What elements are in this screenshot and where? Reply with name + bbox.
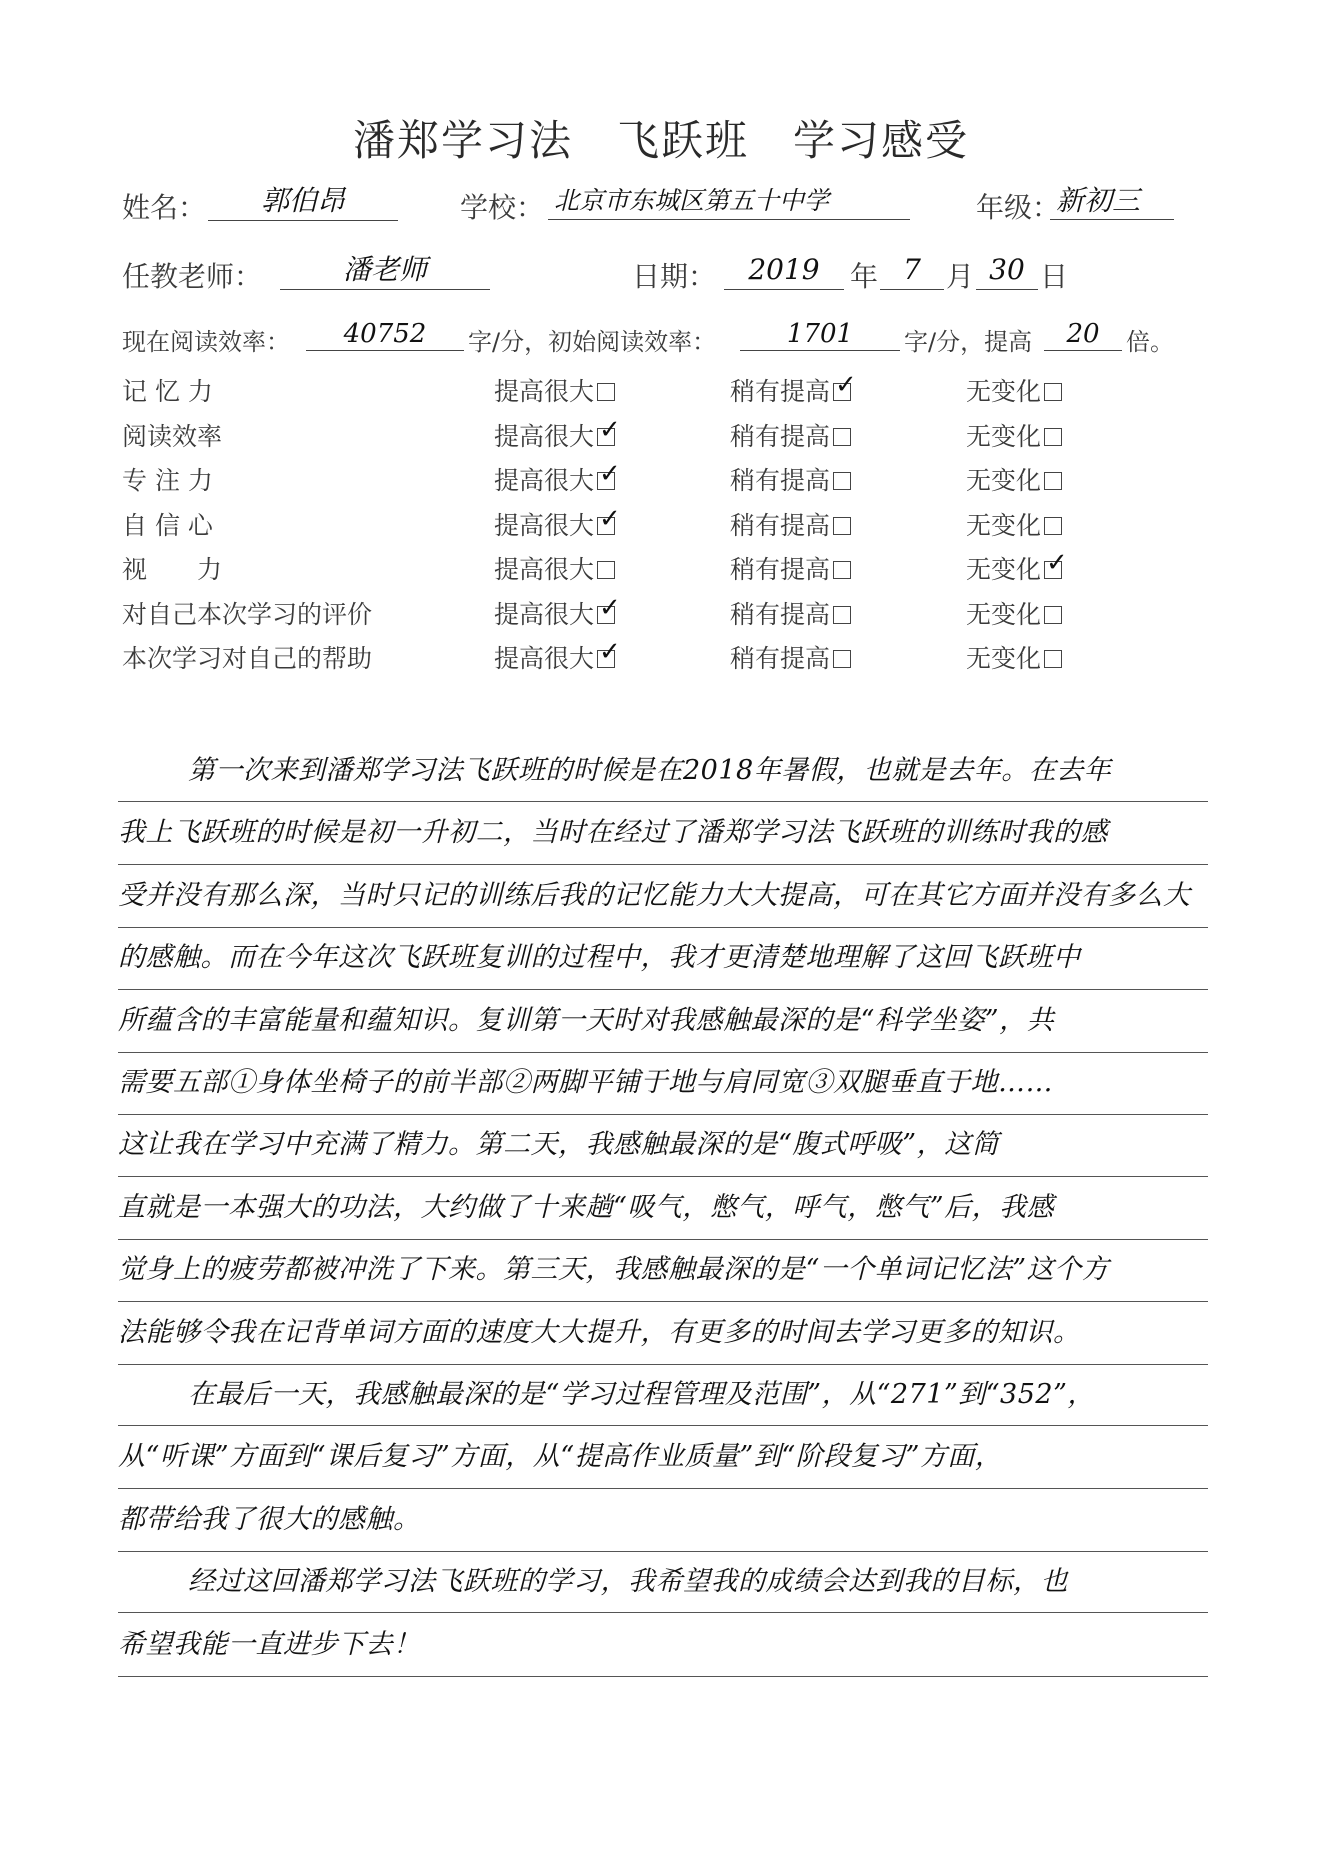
- name-field[interactable]: 郭伯昂: [208, 182, 398, 221]
- school-field[interactable]: 北京市东城区第五十中学: [548, 182, 910, 220]
- checkbox[interactable]: [833, 650, 851, 668]
- evaluation-option[interactable]: [966, 461, 1062, 497]
- evaluation-option[interactable]: [494, 550, 615, 586]
- checkbox[interactable]: [833, 606, 851, 624]
- option-label: 无变化: [966, 466, 1042, 495]
- essay-line: 所蕴含的丰富能量和蕴知识。复训第一天时对我感触最深的是“科学坐姿”，共: [118, 990, 1208, 1053]
- checked-checkbox[interactable]: [1044, 561, 1062, 579]
- evaluation-option[interactable]: [494, 506, 615, 542]
- efficiency-unit-1: 字/分，初始阅读效率：: [468, 328, 717, 356]
- option-label: 无变化: [966, 510, 1042, 540]
- option-label: 无变化: [966, 599, 1042, 629]
- evaluation-option[interactable]: [966, 639, 1062, 675]
- evaluation-option[interactable]: [966, 595, 1062, 631]
- option-label: 提高很大: [494, 599, 595, 629]
- option-label: 无变化: [966, 421, 1042, 451]
- essay-line: 法能够令我在记背单词方面的速度大大提升，有更多的时间去学习更多的知识。: [118, 1302, 1208, 1365]
- essay-line: 直就是一本强大的功法，大约做了十来趟“吸气，憋气，呼气，憋气”后，我感: [118, 1177, 1208, 1240]
- essay-line: 这让我在学习中充满了精力。第二天，我感触最深的是“腹式呼吸”，这简: [118, 1114, 1208, 1177]
- evaluation-option[interactable]: [966, 372, 1062, 408]
- current-efficiency-field[interactable]: 40752: [306, 318, 464, 351]
- month-label: 月: [946, 260, 975, 293]
- evaluation-label: 对自己本次学习的评价: [122, 599, 373, 629]
- name-label: 姓名：: [122, 191, 207, 224]
- option-label: 稍有提高: [730, 421, 831, 451]
- date-day-field[interactable]: 30: [976, 251, 1038, 290]
- essay-line: 第一次来到潘郑学习法飞跃班的时候是在2018年暑假，也就是去年。在去年: [118, 740, 1208, 802]
- essay-line: 需要五部①身体坐椅子的前半部②两脚平铺于地与肩同宽③双腿垂直于地……: [118, 1052, 1208, 1115]
- essay-line: 在最后一天，我感触最深的是“学习过程管理及范围”，从“271”到“352”，: [118, 1364, 1208, 1426]
- evaluation-label: 阅读效率: [122, 421, 223, 451]
- date-label: 日期：: [632, 260, 717, 293]
- efficiency-unit-2: 字/分，提高: [904, 328, 1033, 356]
- checkbox[interactable]: [833, 472, 851, 490]
- checkbox[interactable]: [1044, 606, 1062, 624]
- evaluation-option[interactable]: [730, 639, 851, 675]
- option-label: 稍有提高: [730, 510, 831, 540]
- evaluation-option[interactable]: [966, 550, 1062, 586]
- day-label: 日: [1040, 260, 1069, 293]
- checkbox[interactable]: [597, 561, 615, 579]
- option-label: 稍有提高: [730, 466, 831, 495]
- option-label: 提高很大: [494, 555, 595, 584]
- checkbox[interactable]: [1044, 472, 1062, 490]
- grade-field[interactable]: 新初三: [1050, 182, 1174, 220]
- evaluation-option[interactable]: [730, 595, 851, 631]
- evaluation-option[interactable]: [730, 550, 851, 586]
- option-label: 无变化: [966, 555, 1042, 584]
- date-year-field[interactable]: 2019: [724, 251, 844, 290]
- evaluation-option[interactable]: [494, 417, 615, 453]
- title-part-3: 学习感受: [793, 116, 970, 165]
- teacher-label: 任教老师：: [122, 260, 263, 293]
- grade-label: 年级：: [976, 191, 1061, 224]
- checked-checkbox[interactable]: [597, 428, 615, 446]
- times-label: 倍。: [1126, 328, 1174, 356]
- essay-line: 的感触。而在今年这次飞跃班复训的过程中，我才更清楚地理解了这回飞跃班中: [118, 927, 1208, 990]
- page-title: [0, 108, 1322, 168]
- evaluation-option[interactable]: [966, 506, 1062, 542]
- checkbox[interactable]: [1044, 428, 1062, 446]
- option-label: 稍有提高: [730, 555, 831, 584]
- option-label: 提高很大: [494, 644, 595, 673]
- checkbox[interactable]: [1044, 517, 1062, 535]
- evaluation-option[interactable]: [730, 417, 851, 453]
- evaluation-option[interactable]: [494, 372, 615, 408]
- option-label: 提高很大: [494, 510, 595, 540]
- essay-line: 我上飞跃班的时候是初一升初二，当时在经过了潘郑学习法飞跃班的训练时我的感: [118, 802, 1208, 865]
- option-label: 稍有提高: [730, 599, 831, 629]
- date-month-field[interactable]: 7: [880, 251, 944, 290]
- title-part-1: 潘郑学习法: [352, 116, 573, 165]
- checked-checkbox[interactable]: [597, 650, 615, 668]
- evaluation-option[interactable]: [494, 461, 615, 497]
- evaluation-option[interactable]: [966, 417, 1062, 453]
- evaluation-option[interactable]: [730, 506, 851, 542]
- essay-line: 受并没有那么深，当时只记的训练后我的记忆能力大大提高，可在其它方面并没有多么大: [118, 865, 1208, 928]
- option-label: 提高很大: [494, 421, 595, 451]
- checkbox[interactable]: [833, 561, 851, 579]
- checkbox[interactable]: [1044, 650, 1062, 668]
- option-label: 稍有提高: [730, 377, 831, 406]
- evaluation-label: 自 信 心: [122, 510, 213, 540]
- school-label: 学校：: [460, 191, 545, 224]
- title-part-2: 飞跃班: [616, 116, 749, 165]
- essay-line: 都带给我了很大的感触。: [118, 1489, 1208, 1552]
- essay-line: 觉身上的疲劳都被冲洗了下来。第三天，我感触最深的是“一个单词记忆法”这个方: [118, 1239, 1208, 1302]
- checked-checkbox[interactable]: [833, 383, 851, 401]
- initial-efficiency-field[interactable]: 1701: [740, 318, 900, 351]
- checkbox[interactable]: [1044, 383, 1062, 401]
- option-label: 无变化: [966, 644, 1042, 673]
- checkbox[interactable]: [833, 517, 851, 535]
- current-efficiency-label: 现在阅读效率：: [122, 328, 290, 356]
- option-label: 稍有提高: [730, 644, 831, 673]
- essay-line: 希望我能一直进步下去！: [118, 1614, 1208, 1677]
- evaluation-label: 本次学习对自己的帮助: [122, 644, 373, 673]
- evaluation-option[interactable]: [730, 372, 851, 408]
- checked-checkbox[interactable]: [597, 472, 615, 490]
- evaluation-label: 记 忆 力: [122, 377, 213, 406]
- checked-checkbox[interactable]: [597, 606, 615, 624]
- improve-times-field[interactable]: 20: [1044, 318, 1122, 351]
- checkbox[interactable]: [597, 383, 615, 401]
- option-label: 提高很大: [494, 377, 595, 406]
- checkbox[interactable]: [833, 428, 851, 446]
- teacher-field[interactable]: 潘老师: [280, 251, 490, 290]
- evaluation-label: 专 注 力: [122, 466, 213, 495]
- option-label: 提高很大: [494, 466, 595, 495]
- essay-line: 经过这回潘郑学习法飞跃班的学习，我希望我的成绩会达到我的目标，也: [118, 1551, 1208, 1613]
- evaluation-option[interactable]: [730, 461, 851, 497]
- evaluation-label: 视 力: [122, 555, 223, 584]
- option-label: 无变化: [966, 377, 1042, 406]
- year-label: 年: [850, 260, 879, 293]
- evaluation-option[interactable]: [494, 595, 615, 631]
- evaluation-option[interactable]: [494, 639, 615, 675]
- checked-checkbox[interactable]: [597, 517, 615, 535]
- essay-line: 从“听课”方面到“课后复习”方面，从“提高作业质量”到“阶段复习”方面，: [118, 1426, 1208, 1489]
